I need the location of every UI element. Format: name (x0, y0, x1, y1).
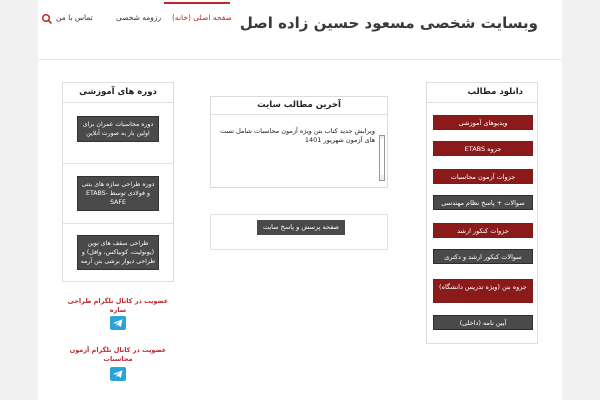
download-masters-phd-button[interactable]: سوالات کنکور ارشد و دکتری (433, 249, 533, 264)
course-modern-slabs-button[interactable]: طراحی سقف های نوین (یونولیت، کوبیاکس، وافل) و طراحی دیوار برشی بتن آرمه (77, 235, 159, 270)
download-nezam-button[interactable]: سوالات + پاسخ نظام مهندسی (433, 195, 533, 210)
nav-contact[interactable]: تماس با من (56, 13, 93, 22)
telegram-structure-link[interactable]: عضویت در کانال تلگرام طراحی سازه (67, 297, 169, 314)
courses-title: دوره های آموزشی (63, 83, 173, 103)
telegram-structure-block (62, 297, 174, 334)
site-title[interactable]: وبسایت شخصی مسعود حسین زاده اصل (239, 14, 538, 32)
latest-scrollbar[interactable] (379, 135, 385, 181)
telegram-exam-link[interactable]: عضویت در کانال تلگرام آزمون محاسبات (69, 346, 167, 363)
telegram-exam-block (62, 346, 174, 385)
download-concrete-notes-button[interactable]: جزوه بتن (ویژه تدریس دانشگاه) (433, 279, 533, 303)
download-code-button[interactable]: آیین نامه (داخلی) (433, 315, 533, 330)
course-etabs-safe-button[interactable]: دوره طراحی سازه های بتنی و فولادی توسط ETABS-SAFE (77, 176, 159, 211)
download-videos-button[interactable]: ویدیوهای آموزشی (433, 115, 533, 130)
course-online-button[interactable]: دوره محاسبات عمران برای اولین بار به صورت آنلاین (77, 116, 159, 142)
header (38, 0, 562, 60)
latest-posts-panel (210, 96, 388, 188)
downloads-panel (426, 82, 538, 344)
downloads-title: دانلود مطالب (427, 83, 537, 103)
qa-panel (210, 214, 388, 250)
download-etabs-button[interactable]: جزوه ETABS (433, 141, 533, 156)
courses-panel (62, 82, 174, 282)
nav-active-indicator (164, 2, 230, 4)
divider (63, 223, 173, 224)
nav-home[interactable]: صفحه اصلی (خانه) (172, 13, 232, 22)
nav-resume[interactable]: رزومه شخصی (116, 13, 162, 22)
latest-posts-title: آخرین مطالب سایت (211, 97, 387, 115)
telegram-icon[interactable] (110, 316, 126, 330)
page (38, 0, 562, 400)
search-icon[interactable] (41, 13, 53, 25)
telegram-icon[interactable] (110, 367, 126, 381)
download-exam-notes-button[interactable]: جزوات آزمون محاسبات (433, 169, 533, 184)
download-masters-notes-button[interactable]: جزوات کنکور ارشد (433, 223, 533, 238)
qa-page-button[interactable]: صفحه پرسش و پاسخ سایت (257, 220, 345, 235)
divider (63, 163, 173, 164)
latest-post-link[interactable]: ویرایش جدید کتاب بتن ویژه آزمون محاسبات شامل تست های آزمون شهریور 1401 (220, 127, 375, 144)
